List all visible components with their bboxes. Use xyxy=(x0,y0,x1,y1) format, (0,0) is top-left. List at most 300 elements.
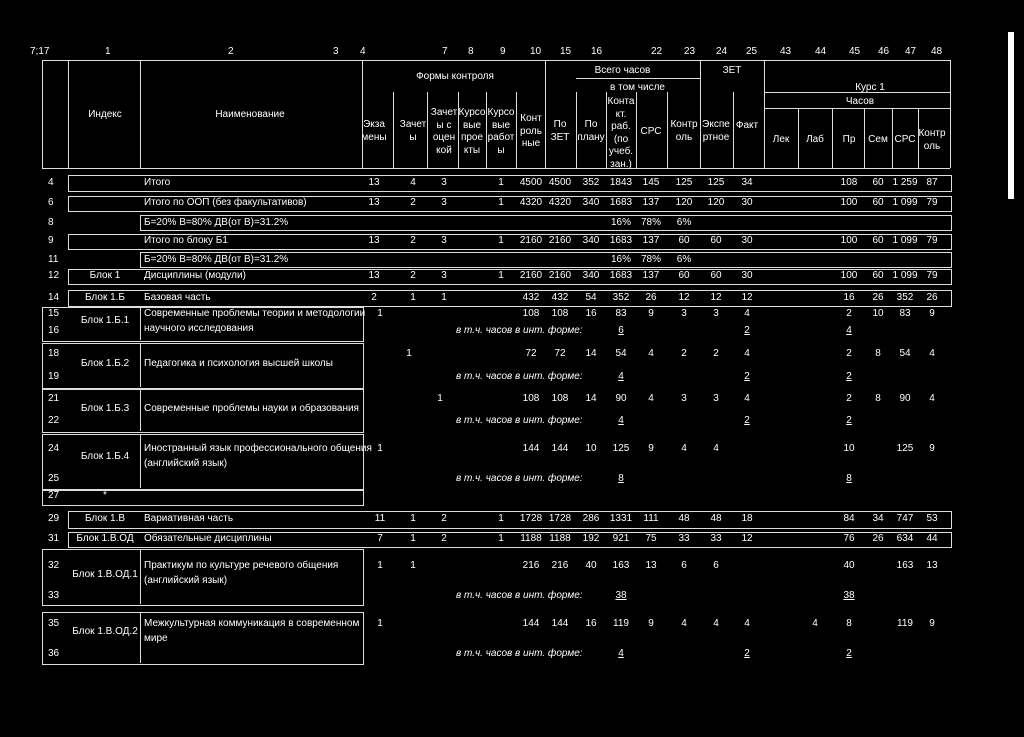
cell-value: 11 xyxy=(374,513,386,524)
interactive-hours-note: в т.ч. часов в инт. форме: xyxy=(456,415,583,426)
row-name-line2: мире xyxy=(144,633,168,644)
cell-value: 13 xyxy=(926,560,938,571)
cell-value: 352 xyxy=(612,292,630,303)
cell-value: 747 xyxy=(896,513,914,524)
row-number: 25 xyxy=(48,473,60,484)
header-col-label: СРС xyxy=(640,126,662,137)
row-number: 12 xyxy=(48,270,60,281)
cell-value: 1 xyxy=(377,308,383,319)
cell-value: 4 xyxy=(812,618,818,629)
cell-value: 119 xyxy=(897,618,913,629)
cell-value: 60 xyxy=(872,197,884,208)
header-forms: Формы контроля xyxy=(416,71,494,82)
cell-value: 6% xyxy=(676,217,692,228)
cell-value: 1 xyxy=(441,292,447,303)
cell-value: 340 xyxy=(582,197,600,208)
cell-value: 8 xyxy=(875,393,881,404)
cell-value: 9 xyxy=(648,618,654,629)
cell-value: 75 xyxy=(645,533,657,544)
cell-value: 2 xyxy=(713,348,719,359)
interactive-hours-note: в т.ч. часов в инт. форме: xyxy=(456,325,583,336)
row-index: Блок 1.Б.2 xyxy=(80,358,130,369)
cell-value: 4 xyxy=(648,348,654,359)
cell-value: 16 xyxy=(585,618,597,629)
cell-value: 44 xyxy=(926,533,938,544)
header-col-label: оль xyxy=(675,131,693,143)
cell-value: 72 xyxy=(525,348,537,359)
cell-value: 120 xyxy=(707,197,725,208)
column-number: 44 xyxy=(815,46,827,57)
cell-value: 1 xyxy=(410,513,416,524)
cell-value: 30 xyxy=(741,270,753,281)
cell-value: 1 xyxy=(410,560,416,571)
cell-value: 2160 xyxy=(519,235,543,246)
header-col-label: Экспе xyxy=(702,119,730,130)
grid-line xyxy=(950,60,951,168)
cell-value: 60 xyxy=(710,270,722,281)
header-col-label: Конта xyxy=(607,96,635,107)
cell-value: 2 xyxy=(744,648,750,659)
cell-value: 1 xyxy=(377,443,383,454)
cell-value: 3 xyxy=(441,235,447,246)
cell-value: 2 xyxy=(744,325,750,336)
cell-value: 26 xyxy=(872,533,884,544)
grid-line xyxy=(140,612,141,663)
cell-value: 13 xyxy=(368,177,380,188)
cell-value: 4320 xyxy=(548,197,572,208)
cell-value: 76 xyxy=(843,533,855,544)
cell-value: 6 xyxy=(681,560,687,571)
column-number: 46 xyxy=(878,46,890,57)
cell-value: 163 xyxy=(896,560,914,571)
header-col-label: Экза xyxy=(363,119,385,130)
cell-value: 120 xyxy=(675,197,693,208)
cell-value: 12 xyxy=(678,292,690,303)
header-col-label: ы xyxy=(409,131,417,143)
cell-value: 12 xyxy=(710,292,722,303)
header-col-label: ртное xyxy=(702,131,730,143)
grid-line xyxy=(362,60,363,168)
cell-value: 4 xyxy=(681,443,687,454)
row-name: Б=20% В=80% ДВ(от В)=31.2% xyxy=(144,217,289,228)
cell-value: 9 xyxy=(929,308,935,319)
row-number: 29 xyxy=(48,513,60,524)
cell-value: 100 xyxy=(840,235,858,246)
cell-value: 1 099 xyxy=(892,197,918,208)
grid-line xyxy=(140,434,141,488)
cell-value: 1683 xyxy=(609,197,633,208)
cell-value: 6 xyxy=(618,325,624,336)
column-number: 24 xyxy=(716,46,728,57)
cell-value: 2 xyxy=(846,348,852,359)
interactive-hours-note: в т.ч. часов в инт. форме: xyxy=(456,590,583,601)
column-number: 23 xyxy=(684,46,696,57)
row-number: 6 xyxy=(48,197,54,208)
header-col-label: учеб. xyxy=(608,146,634,157)
column-number: 1 xyxy=(105,46,111,57)
cell-value: 60 xyxy=(710,235,722,246)
cell-value: 1 099 xyxy=(892,270,918,281)
cell-value: 108 xyxy=(522,393,540,404)
cell-value: 40 xyxy=(843,560,855,571)
cell-value: 352 xyxy=(582,177,600,188)
row-number: 11 xyxy=(48,254,59,265)
row-index: Блок 1.В xyxy=(84,513,126,524)
cell-value: 1 259 xyxy=(892,177,918,188)
header-col-label: Пр xyxy=(842,134,856,145)
cell-value: 125 xyxy=(896,443,914,454)
column-number: 3 xyxy=(333,46,339,57)
cell-value: 4 xyxy=(648,393,654,404)
cell-value: 8 xyxy=(618,473,624,484)
header-col-label: зан.) xyxy=(610,158,632,170)
cell-value: 26 xyxy=(645,292,657,303)
header-col-label: Курсо xyxy=(487,107,515,118)
cell-value: 4500 xyxy=(519,177,543,188)
cell-value: 192 xyxy=(582,533,600,544)
cell-value: 13 xyxy=(368,235,380,246)
cell-value: 119 xyxy=(613,618,629,629)
cell-value: 4 xyxy=(744,308,750,319)
cell-value: 3 xyxy=(681,308,687,319)
cell-value: 2 xyxy=(846,308,852,319)
cell-value: 108 xyxy=(551,308,569,319)
header-total-hours: Всего часов xyxy=(594,65,651,76)
grid-line xyxy=(393,92,394,168)
cell-value: 33 xyxy=(710,533,722,544)
column-number: 48 xyxy=(931,46,943,57)
header-col-label: вые xyxy=(491,119,511,131)
row-number: 35 xyxy=(48,618,60,629)
cell-value: 13 xyxy=(645,560,657,571)
row-number: 33 xyxy=(48,590,60,601)
cell-value: 1331 xyxy=(609,513,633,524)
cell-value: 2 xyxy=(846,415,852,426)
row-name-line2: (английский язык) xyxy=(144,575,228,586)
cell-value: 60 xyxy=(678,270,690,281)
cell-value: 163 xyxy=(612,560,630,571)
cell-value: 3 xyxy=(441,197,447,208)
cell-value: 48 xyxy=(710,513,722,524)
cell-value: 3 xyxy=(441,270,447,281)
cell-value: 26 xyxy=(872,292,884,303)
header-col-label: Курсо xyxy=(458,107,486,118)
row-index: Блок 1.Б.4 xyxy=(80,451,130,462)
cell-value: 1 xyxy=(410,292,416,303)
cell-value: 2 xyxy=(846,648,852,659)
row-name: Итого по ООП (без факультативов) xyxy=(144,197,307,208)
cell-value: 1 xyxy=(498,235,504,246)
row-index: * xyxy=(103,490,107,501)
header-col-label: Контр xyxy=(670,119,698,130)
column-number: 43 xyxy=(780,46,792,57)
cell-value: 108 xyxy=(551,393,569,404)
header-col-label: мены xyxy=(361,131,387,143)
column-number: 47 xyxy=(905,46,917,57)
cell-value: 100 xyxy=(840,197,858,208)
cell-value: 137 xyxy=(642,235,660,246)
cell-value: 216 xyxy=(522,560,540,571)
cell-value: 78% xyxy=(640,217,661,228)
column-number: 2 xyxy=(228,46,234,57)
grid-line xyxy=(68,60,69,168)
header-incl: в том числе xyxy=(610,82,665,93)
row-name-line2: (английский язык) xyxy=(144,458,228,469)
row-name-line2: научного исследования xyxy=(144,323,254,334)
cell-value: 144 xyxy=(551,443,569,454)
row-index: Блок 1.В.ОД.2 xyxy=(72,626,138,637)
cell-value: 2 xyxy=(371,292,377,303)
cell-value: 111 xyxy=(643,513,659,524)
header-name: Наименование xyxy=(215,109,285,120)
grid-line xyxy=(42,60,43,168)
cell-value: 79 xyxy=(926,235,938,246)
column-number: 25 xyxy=(746,46,758,57)
header-col-label: По xyxy=(553,119,567,130)
header-col-label: роль xyxy=(520,125,542,137)
cell-value: 84 xyxy=(843,513,855,524)
row-name: Педагогика и психология высшей школы xyxy=(144,358,333,369)
header-col-label: прое xyxy=(460,132,484,143)
cell-value: 40 xyxy=(585,560,597,571)
cell-value: 4 xyxy=(744,348,750,359)
row-number: 8 xyxy=(48,217,54,228)
cell-value: 4 xyxy=(618,415,624,426)
row-number: 9 xyxy=(48,235,54,246)
cell-value: 9 xyxy=(648,308,654,319)
cell-value: 432 xyxy=(551,292,569,303)
header-zet: ЗЕТ xyxy=(722,65,742,76)
cell-value: 54 xyxy=(585,292,597,303)
cell-value: 634 xyxy=(896,533,914,544)
grid-line xyxy=(576,78,700,79)
header-col-label: оцен xyxy=(432,132,456,143)
column-number: 9 xyxy=(500,46,506,57)
cell-value: 108 xyxy=(840,177,858,188)
grid-line xyxy=(42,168,950,169)
row-name: Межкультурная коммуникация в современном xyxy=(144,618,360,629)
interactive-hours-note: в т.ч. часов в инт. форме: xyxy=(456,648,583,659)
column-number: 16 xyxy=(591,46,603,57)
cell-value: 12 xyxy=(741,292,753,303)
header-col-label: ные xyxy=(521,138,541,149)
cell-value: 8 xyxy=(875,348,881,359)
cell-value: 38 xyxy=(843,590,855,601)
row-index: Блок 1.Б xyxy=(84,292,125,303)
cell-value: 53 xyxy=(926,513,938,524)
cell-value: 1728 xyxy=(519,513,543,524)
cell-value: 79 xyxy=(926,270,938,281)
header-kurs: Курс 1 xyxy=(855,82,885,93)
header-col-label: работ xyxy=(487,132,515,143)
cell-value: 7 xyxy=(377,533,383,544)
cell-value: 340 xyxy=(582,235,600,246)
cell-value: 4 xyxy=(618,371,624,382)
row-name: Иностранный язык профессионального общения xyxy=(144,443,372,454)
cell-value: 125 xyxy=(675,177,693,188)
cell-value: 2 xyxy=(441,533,447,544)
row-number: 4 xyxy=(48,177,54,188)
column-number: 15 xyxy=(560,46,572,57)
grid-line xyxy=(140,307,141,340)
cell-value: 9 xyxy=(929,443,935,454)
cell-value: 2 xyxy=(744,371,750,382)
header-col-label: Зачет xyxy=(399,119,427,130)
cell-value: 16 xyxy=(585,308,597,319)
grid-line xyxy=(700,60,701,168)
cell-value: 286 xyxy=(582,513,600,524)
header-col-label: Конт xyxy=(520,113,542,124)
cell-value: 60 xyxy=(872,177,884,188)
header-index: Индекс xyxy=(88,109,122,120)
cell-value: 1 099 xyxy=(892,235,918,246)
cell-value: 2 xyxy=(681,348,687,359)
cell-value: 2160 xyxy=(519,270,543,281)
header-col-label: раб. xyxy=(611,121,631,132)
cell-value: 432 xyxy=(522,292,540,303)
column-number: 10 xyxy=(530,46,542,57)
cell-value: 30 xyxy=(741,235,753,246)
cell-value: 10 xyxy=(843,443,855,454)
interactive-hours-note: в т.ч. часов в инт. форме: xyxy=(456,473,583,484)
column-number: 45 xyxy=(849,46,861,57)
cell-value: 60 xyxy=(872,270,884,281)
row-name: Практикум по культуре речевого общения xyxy=(144,560,339,571)
cell-value: 8 xyxy=(846,618,852,629)
row-name: Современные проблемы науки и образования xyxy=(144,403,359,414)
cell-value: 54 xyxy=(899,348,911,359)
cell-value: 26 xyxy=(926,292,938,303)
cell-value: 13 xyxy=(368,197,380,208)
cell-value: 1683 xyxy=(609,235,633,246)
cell-value: 9 xyxy=(929,618,935,629)
grid-line xyxy=(42,60,950,61)
row-number: 22 xyxy=(48,415,60,426)
header-col-label: оль xyxy=(923,140,941,152)
cell-value: 79 xyxy=(926,197,938,208)
cell-value: 38 xyxy=(615,590,627,601)
header-col-label: Сем xyxy=(868,134,888,145)
column-number: 22 xyxy=(651,46,663,57)
row-number: 32 xyxy=(48,560,60,571)
cell-value: 10 xyxy=(585,443,597,454)
cell-value: 2 xyxy=(410,235,416,246)
cell-value: 1 xyxy=(406,348,412,359)
grid-line xyxy=(764,108,950,109)
grid-line xyxy=(764,60,765,168)
cell-value: 34 xyxy=(741,177,753,188)
cell-value: 1 xyxy=(498,177,504,188)
cell-value: 1 xyxy=(498,513,504,524)
cell-value: 2 xyxy=(410,197,416,208)
cell-value: 2 xyxy=(846,371,852,382)
cell-value: 4 xyxy=(744,393,750,404)
row-number: 24 xyxy=(48,443,60,454)
row-number: 31 xyxy=(48,533,60,544)
row-index: Блок 1.Б.3 xyxy=(80,403,130,414)
cell-value: 1 xyxy=(498,197,504,208)
cell-value: 145 xyxy=(642,177,660,188)
cell-value: 137 xyxy=(642,197,660,208)
header-col-label: плану xyxy=(577,131,605,143)
header-col-label: ы xyxy=(497,144,505,156)
cell-value: 60 xyxy=(678,235,690,246)
cell-value: 90 xyxy=(615,393,627,404)
row-index: Блок 1.Б.1 xyxy=(80,315,130,326)
cell-value: 4 xyxy=(846,325,852,336)
cell-value: 54 xyxy=(615,348,627,359)
row-number: 16 xyxy=(48,325,60,336)
grid-line xyxy=(140,549,141,604)
row-number: 15 xyxy=(48,308,60,319)
cell-value: 2 xyxy=(410,270,416,281)
cell-value: 13 xyxy=(368,270,380,281)
cell-value: 78% xyxy=(640,254,661,265)
row-name: Современные проблемы теории и методологии xyxy=(144,308,366,319)
cell-value: 83 xyxy=(615,308,627,319)
cell-value: 16% xyxy=(610,217,631,228)
row-index: Блок 1.В.ОД.1 xyxy=(72,569,138,580)
header-col-label: По xyxy=(584,119,598,130)
cell-value: 1 xyxy=(498,533,504,544)
cell-value: 6% xyxy=(676,254,692,265)
cell-value: 33 xyxy=(678,533,690,544)
row-number: 36 xyxy=(48,648,60,659)
row-name: Дисциплины (модули) xyxy=(144,270,246,281)
cell-value: 2 xyxy=(744,415,750,426)
cell-value: 10 xyxy=(872,308,884,319)
column-number: 7 xyxy=(442,46,448,57)
grid-line xyxy=(576,92,577,168)
interactive-hours-note: в т.ч. часов в инт. форме: xyxy=(456,371,583,382)
cell-value: 34 xyxy=(872,513,884,524)
header-col-label: кт. xyxy=(615,108,627,120)
cell-value: 144 xyxy=(522,443,540,454)
cell-value: 16% xyxy=(610,254,631,265)
right-edge-bar xyxy=(1008,32,1014,199)
cell-value: 1 xyxy=(437,393,443,404)
header-col-label: вые xyxy=(462,119,482,131)
header-col-label: Факт xyxy=(735,120,759,131)
cell-value: 4500 xyxy=(548,177,572,188)
cell-value: 1188 xyxy=(520,533,542,544)
cell-value: 3 xyxy=(441,177,447,188)
header-chasov: Часов xyxy=(845,96,875,107)
cell-value: 9 xyxy=(648,443,654,454)
cell-value: 4 xyxy=(929,393,935,404)
cell-value: 4 xyxy=(713,618,719,629)
cell-value: 4 xyxy=(713,443,719,454)
cell-value: 14 xyxy=(585,348,597,359)
row-name: Обязательные дисциплины xyxy=(144,533,272,544)
cell-value: 144 xyxy=(522,618,540,629)
cell-value: 1 xyxy=(498,270,504,281)
header-col-label: кты xyxy=(463,144,481,156)
cell-value: 3 xyxy=(713,393,719,404)
cell-value: 90 xyxy=(899,393,911,404)
cell-value: 8 xyxy=(846,473,852,484)
cell-value: 12 xyxy=(741,533,753,544)
cell-value: 87 xyxy=(926,177,938,188)
row-number: 14 xyxy=(48,292,60,303)
cell-value: 2 xyxy=(441,513,447,524)
header-col-label: Контр xyxy=(918,128,946,139)
cell-value: 921 xyxy=(612,533,630,544)
cell-value: 60 xyxy=(872,235,884,246)
header-col-label: (по xyxy=(613,133,629,145)
row-index: Блок 1 xyxy=(89,270,121,281)
cell-value: 72 xyxy=(554,348,566,359)
